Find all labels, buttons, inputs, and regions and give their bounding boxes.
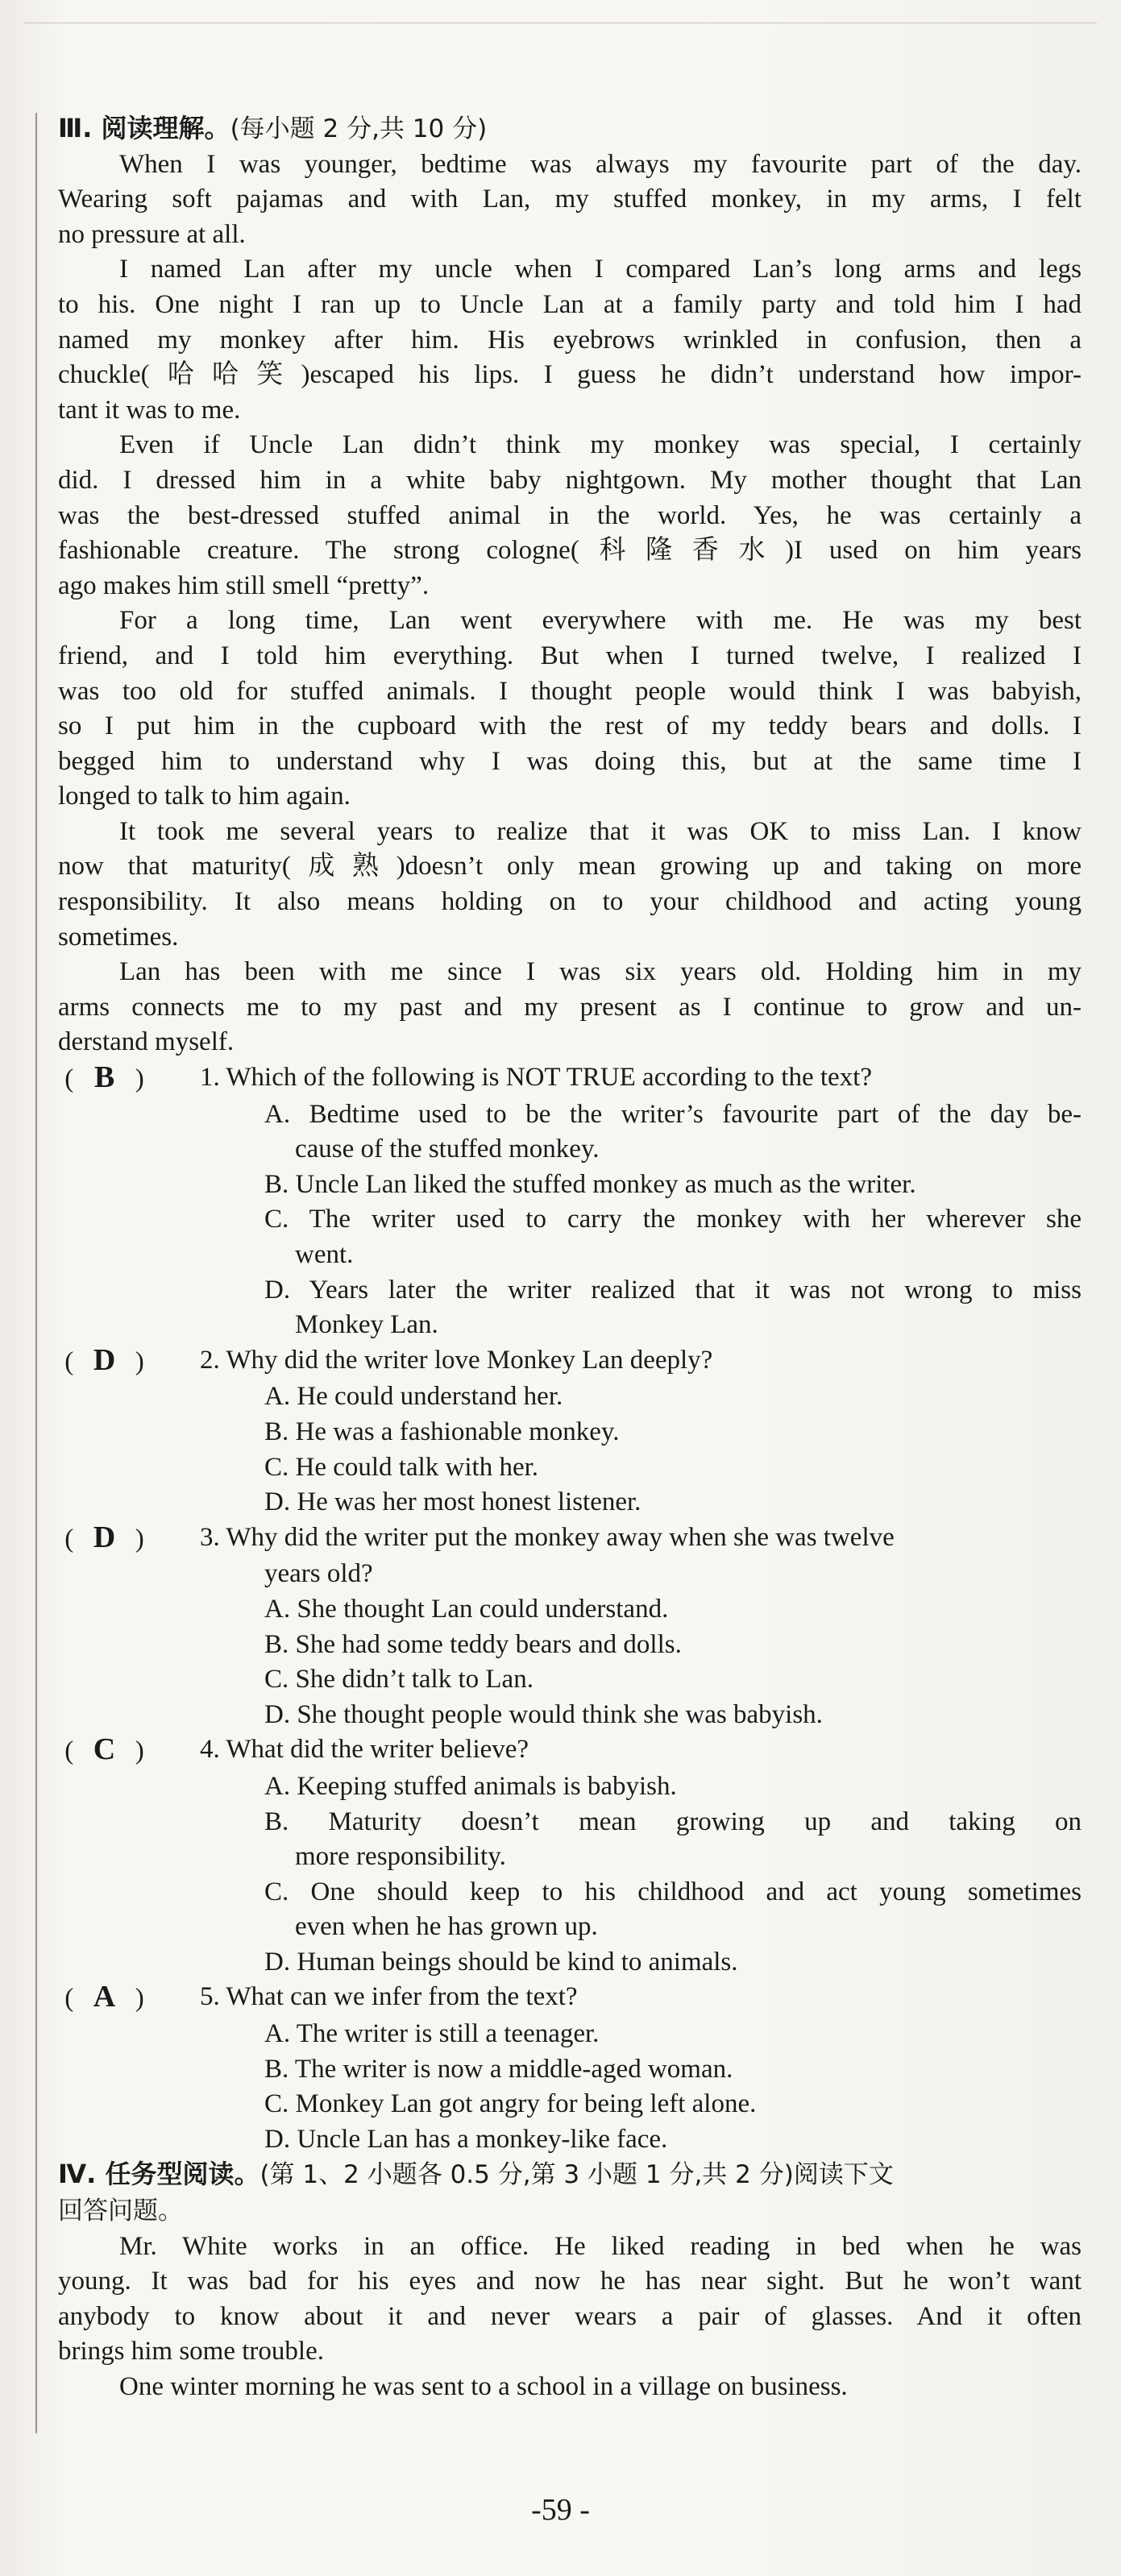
text-line: Lan has been with me since I was six years old. Holding him in my [119, 957, 1082, 987]
paragraph [58, 604, 1082, 815]
section-4-title: Ⅳ. 任务型阅读。 [58, 2159, 260, 2190]
text-line: It took me several years to realize that it was OK to miss Lan. I know [119, 816, 1082, 846]
passage-3 [58, 147, 1082, 1060]
paragraph [58, 428, 1082, 604]
question-text: 1. Which of the following is NOT TRUE according to the text? [200, 1063, 873, 1093]
text-line: Mr. White works in an office. He liked reading in bed when he was [119, 2231, 1082, 2261]
option-b-cont: more responsibility. [295, 1842, 506, 1872]
text-line: to his. One night I ran up to Uncle Lan at a family party and told him I had [58, 289, 1082, 319]
option-c: C. Monkey Lan got angry for being left alone. [264, 2089, 757, 2119]
answer-bracket: ( A ) [58, 1980, 144, 2014]
option-c: C. The writer used to carry the monkey with her wherever she [264, 1205, 1082, 1234]
option-d: D. Uncle Lan has a monkey-like face. [264, 2124, 668, 2154]
text-line: so I put him in the cupboard with the rest of my teddy bears and dolls. I [58, 711, 1082, 741]
text-line: was too old for stuffed animals. I thought people would think I was babyish, [58, 676, 1082, 706]
option-b: B. The writer is now a middle-aged woman. [264, 2054, 733, 2084]
content [58, 111, 1082, 2405]
option-d: D. Human beings should be kind to animals. [264, 1947, 738, 1977]
text-line: now that maturity(成熟)doesn’t only mean growing up and taking on more [58, 852, 1082, 881]
answer-bracket: ( B ) [58, 1060, 144, 1095]
text-line: derstand myself. [58, 1027, 235, 1057]
question-text: 4. What did the writer believe? [200, 1735, 529, 1765]
text-line: named my monkey after him. His eyebrows wrinkled in confusion, then a [58, 325, 1082, 355]
paragraph [58, 252, 1082, 428]
question-stem [58, 1343, 1082, 1380]
text-line: arms connects me to my past and my present as I continue to grow and un- [58, 992, 1082, 1022]
section-4-heading [58, 2157, 1082, 2193]
question-text: 2. Why did the writer love Monkey Lan deeply? [200, 1345, 713, 1375]
text-line: responsibility. It also means holding on to your childhood and acting young [58, 887, 1082, 917]
paragraph [58, 955, 1082, 1060]
option-d: D. He was her most honest listener. [264, 1487, 641, 1517]
option-c-cont: even when he has grown up. [295, 1912, 598, 1942]
question-stem [58, 1980, 1082, 2017]
option-d-cont: Monkey Lan. [295, 1310, 438, 1340]
passage-4 [58, 2230, 1082, 2405]
section-3-note: (每小题 2 分,共 10 分) [230, 114, 488, 143]
text-line: anybody to know about it and never wears a pair of glasses. And it often [58, 2301, 1082, 2331]
answer-letter: A [93, 1980, 116, 2014]
option-a: A. He could understand her. [264, 1382, 563, 1412]
option-c: C. One should keep to his childhood and act young sometimes [264, 1877, 1082, 1906]
paragraph [58, 147, 1082, 253]
option-c: C. She didn’t talk to Lan. [264, 1665, 534, 1695]
option-a: A. Bedtime used to be the writer’s favourite part of the day be- [264, 1099, 1082, 1129]
text-line: When I was younger, bedtime was always my favourite part of the day. [119, 149, 1082, 179]
text-line: sometimes. [58, 922, 179, 952]
answer-bracket: ( C ) [58, 1732, 144, 1767]
answer-bracket: ( D ) [58, 1520, 144, 1554]
text-line: young. It was bad for his eyes and now he has near sight. But he won’t want [58, 2267, 1082, 2296]
text-line: fashionable creature. The strong cologne(科隆香水)I used on him years [58, 536, 1082, 566]
section-4-note-line2: 回答问题。 [58, 2196, 183, 2226]
text-line: no pressure at all. [58, 219, 246, 249]
text-line: brings him some trouble. [58, 2337, 324, 2367]
option-b: B. He was a fashionable monkey. [264, 1417, 620, 1446]
section-3-title: Ⅲ. 阅读理解。 [58, 113, 230, 143]
text-line: tant it was to me. [58, 395, 241, 425]
question-text-cont: years old? [264, 1559, 373, 1589]
question-4 [58, 1732, 1082, 1980]
option-d: D. Years later the writer realized that it was not wrong to miss [264, 1275, 1082, 1305]
text-line: was the best-dressed stuffed animal in the world. Yes, he was certainly a [58, 500, 1082, 530]
option-a-cont: cause of the stuffed monkey. [295, 1135, 600, 1164]
text-line: Wearing soft pajamas and with Lan, my stuffed monkey, in my arms, I felt [58, 185, 1082, 214]
paragraph [58, 2230, 1082, 2370]
question-text: 5. What can we infer from the text? [200, 1982, 578, 2012]
page-number: -59 - [531, 2493, 590, 2527]
option-b: B. She had some teddy bears and dolls. [264, 1629, 682, 1659]
option-b: B. Uncle Lan liked the stuffed monkey as much as the writer. [264, 1169, 916, 1199]
text-line: longed to talk to him again. [58, 782, 351, 811]
answer-bracket: ( D ) [58, 1342, 144, 1377]
question-3 [58, 1520, 1082, 1733]
answer-letter: C [93, 1732, 116, 1767]
section-4-note: (第 1、2 小题各 0.5 分,第 3 小题 1 分,共 2 分)阅读下文 [259, 2160, 894, 2190]
option-c-cont: went. [295, 1240, 354, 1269]
option-c: C. He could talk with her. [264, 1452, 539, 1482]
option-a: A. She thought Lan could understand. [264, 1594, 669, 1624]
text-line: friend, and I told him everything. But when I turned twelve, I realized I [58, 641, 1082, 670]
question-stem [58, 1732, 1082, 1769]
question-1 [58, 1060, 1082, 1343]
question-text: 3. Why did the writer put the monkey away when she was twelve [200, 1522, 895, 1552]
section-4-note-cont [58, 2193, 1082, 2230]
text-line: I named Lan after my uncle when I compared Lan’s long arms and legs [119, 255, 1082, 284]
text-line: ago makes him still smell “pretty”. [58, 570, 430, 600]
option-d: D. She thought people would think she was babyish. [264, 1699, 823, 1729]
text-line: did. I dressed him in a white baby nightgown. My mother thought that Lan [58, 465, 1082, 495]
paragraph [58, 815, 1082, 955]
text-line: chuckle(哈哈笑)escaped his lips. I guess he didn’t understand how impor- [58, 360, 1082, 390]
question-stem [58, 1520, 1082, 1558]
answer-letter: D [93, 1520, 116, 1554]
option-b: B. Maturity doesn’t mean growing up and taking on [264, 1807, 1082, 1836]
paragraph [58, 2370, 1082, 2405]
question-2 [58, 1343, 1082, 1520]
section-3-heading [58, 111, 1082, 147]
option-a: A. The writer is still a teenager. [264, 2019, 600, 2049]
answer-letter: D [93, 1342, 116, 1377]
question-5 [58, 1980, 1082, 2157]
question-stem [58, 1060, 1082, 1097]
margin-rule [35, 113, 37, 2433]
text-line: Even if Uncle Lan didn’t think my monkey was special, I certainly [119, 430, 1082, 460]
option-a: A. Keeping stuffed animals is babyish. [264, 1771, 677, 1801]
answer-letter: B [93, 1060, 115, 1095]
text-line: begged him to understand why I was doing this, but at the same time I [58, 746, 1082, 776]
text-line: One winter morning he was sent to a school in a village on business. [119, 2372, 848, 2401]
text-line: For a long time, Lan went everywhere with me. He was my best [119, 606, 1082, 636]
